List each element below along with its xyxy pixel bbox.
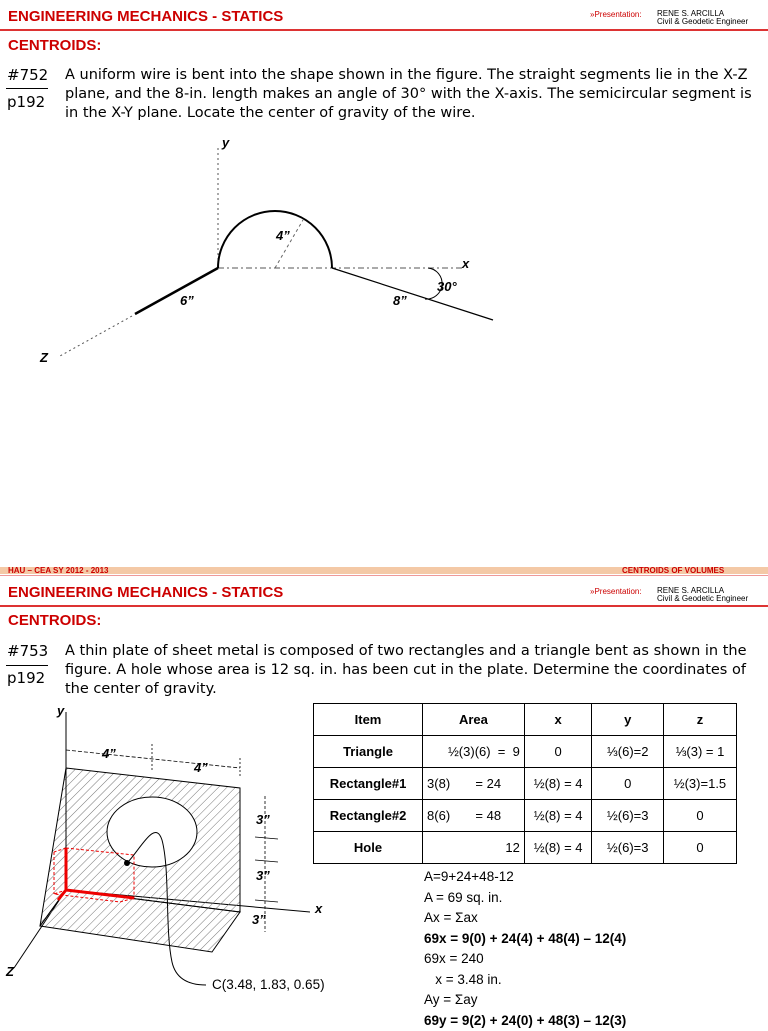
slide1-header-rule: [0, 29, 768, 31]
slide1-page-ref: p192: [7, 93, 45, 111]
slide2-header-rule: [0, 605, 768, 607]
calc-line: 69x = 240: [424, 949, 626, 970]
x-axis-label: x: [315, 901, 322, 916]
cell-x: ½(8) = 4: [524, 800, 592, 832]
z-axis-label: Z: [40, 350, 48, 365]
cell-y: ⅓(6)=2: [592, 736, 663, 768]
y-axis-label: y: [222, 135, 229, 150]
slide2-title: ENGINEERING MECHANICS - STATICS: [8, 584, 283, 601]
cell-area: 8(6) = 48: [423, 800, 525, 832]
slide1-problem-text: A uniform wire is bent into the shape shown in the figure. The straight segments lie in the X-Z plane, and the 8-in. length makes an angle of 30° with the X-axis. The semicircular segment is in the X-Y plane. Locate the center of gravity of the wire.: [65, 66, 755, 123]
x-axis-label: x: [462, 256, 469, 271]
author-name: RENE S. ARCILLA: [657, 587, 748, 595]
header-area: Area: [423, 704, 525, 736]
y-axis-label: y: [57, 703, 64, 718]
slide1-presentation-label: »Presentation:: [590, 10, 642, 19]
table-row: [314, 800, 737, 832]
slide1-footer-left: HAU – CEA SY 2012 - 2013: [8, 566, 109, 575]
calc-line: Ay = Σay: [424, 990, 626, 1011]
cell-area: ½(3)(6) = 9: [423, 736, 525, 768]
header-y: y: [592, 704, 663, 736]
table-row: [314, 832, 737, 864]
plate-figure: [0, 700, 310, 1024]
cell-z: ½(3)=1.5: [663, 768, 736, 800]
cell-z: ⅓(3) = 1: [663, 736, 736, 768]
segment-8in: [332, 268, 493, 320]
cell-item: Triangle: [314, 736, 423, 768]
calc-line: A=9+24+48-12: [424, 867, 626, 888]
calc-line: 69x = 9(0) + 24(4) + 48(4) – 12(4): [424, 929, 626, 950]
dimension-top-2: 4”: [194, 760, 208, 775]
author-title: Civil & Geodetic Engineer: [657, 18, 748, 26]
wire-figure: [0, 120, 768, 380]
table-row: [314, 768, 737, 800]
header-x: x: [524, 704, 592, 736]
calc-line: Ax = Σax: [424, 908, 626, 929]
angle-label: 30°: [437, 279, 457, 294]
slide1-problem-divider: [6, 88, 48, 89]
cell-z: 0: [663, 832, 736, 864]
slide2-problem-number: #753: [7, 642, 48, 660]
slide1-title: ENGINEERING MECHANICS - STATICS: [8, 8, 283, 25]
top-dimension-line: [66, 750, 240, 768]
calc-line: 69y = 9(2) + 24(0) + 48(3) – 12(3): [424, 1011, 626, 1031]
z-axis-label: Z: [6, 964, 14, 979]
calculation-block: [424, 867, 626, 1031]
slide2-page-ref: p192: [7, 669, 45, 687]
dimension-right-2: 3”: [256, 868, 270, 883]
slide2-problem-text: A thin plate of sheet metal is composed of two rectangles and a triangle bent as shown in the figure. A hole whose area is 12 sq. in. has been cut in the plate. Determine the coordinates of the center of gravity.: [65, 642, 755, 699]
hole: [107, 797, 197, 867]
dimension-top-1: 4”: [102, 746, 116, 761]
segment-6-label: 6”: [180, 293, 194, 308]
header-z: z: [663, 704, 736, 736]
cell-item: Rectangle#1: [314, 768, 423, 800]
table-header-row: [314, 704, 737, 736]
author-title: Civil & Geodetic Engineer: [657, 595, 748, 603]
calc-line: x = 3.48 in.: [424, 970, 626, 991]
slide2-section-title: CENTROIDS:: [8, 612, 101, 629]
radius-label: 4”: [276, 228, 290, 243]
header-item: Item: [314, 704, 423, 736]
centroid-label: C(3.48, 1.83, 0.65): [212, 977, 325, 992]
cell-area: 12: [423, 832, 525, 864]
slide1-section-title: CENTROIDS:: [8, 37, 101, 54]
cell-x: ½(8) = 4: [524, 768, 592, 800]
cell-item: Rectangle#2: [314, 800, 423, 832]
cell-item: Hole: [314, 832, 423, 864]
dimension-right-3: 3”: [252, 912, 266, 927]
semicircle-wire: [218, 211, 332, 268]
slide2-presentation-label: »Presentation:: [590, 587, 642, 596]
cell-area: 3(8) = 24: [423, 768, 525, 800]
slide1-author: [657, 10, 748, 26]
cell-x: 0: [524, 736, 592, 768]
cell-y: ½(6)=3: [592, 832, 663, 864]
cell-y: ½(6)=3: [592, 800, 663, 832]
centroid-table: [313, 703, 737, 864]
slide2-problem-divider: [6, 665, 48, 666]
cell-z: 0: [663, 800, 736, 832]
slide2-author: [657, 587, 748, 603]
slide-separator: [0, 575, 768, 576]
calc-line: A = 69 sq. in.: [424, 888, 626, 909]
cell-y: 0: [592, 768, 663, 800]
dimension-right-1: 3”: [256, 812, 270, 827]
segment-8-label: 8”: [393, 293, 407, 308]
author-name: RENE S. ARCILLA: [657, 10, 748, 18]
slide1-problem-number: #752: [7, 66, 48, 84]
z-axis: [60, 316, 132, 356]
segment-6in: [135, 268, 218, 314]
table-row: [314, 736, 737, 768]
slide1-footer-right: CENTROIDS OF VOLUMES: [622, 566, 724, 575]
cell-x: ½(8) = 4: [524, 832, 592, 864]
